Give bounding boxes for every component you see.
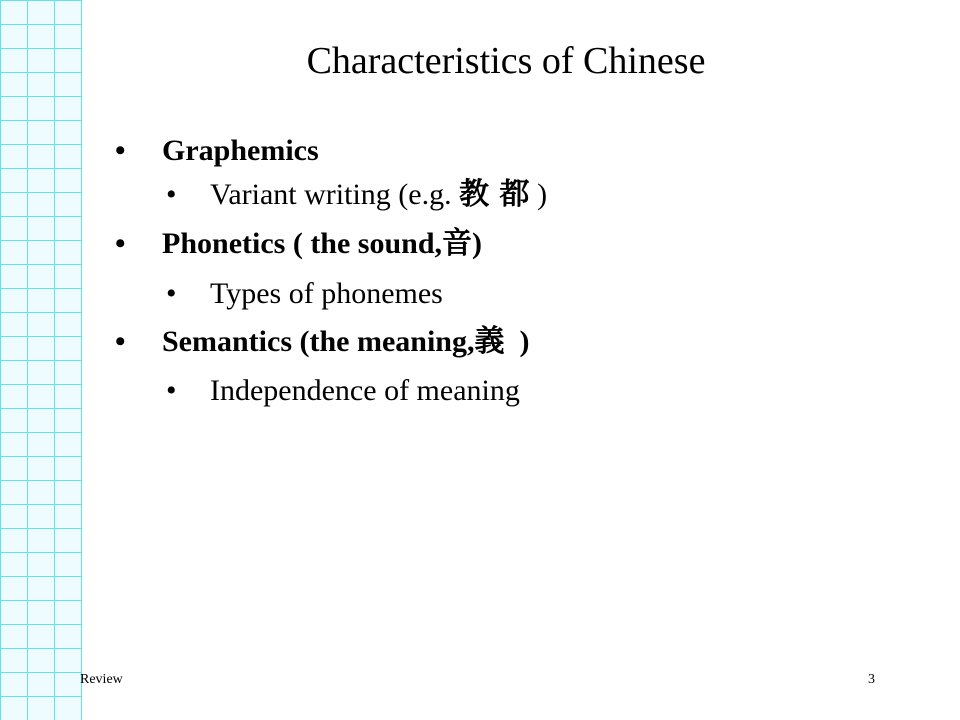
bullet-text: Semantics (the meaning,義 )	[162, 324, 530, 359]
bullet-text: Independence of meaning	[210, 374, 520, 407]
chinese-characters: 義	[474, 324, 505, 359]
chinese-characters: 音	[442, 226, 473, 261]
bullet-dot-icon: •	[166, 374, 177, 407]
bullet-text: Phonetics ( the sound,音)	[162, 226, 483, 261]
bullet-text: Types of phonemes	[210, 277, 443, 310]
chinese-characters: 教 都	[459, 177, 530, 212]
bullet-dot-icon: •	[115, 134, 126, 167]
page-number: 3	[868, 672, 875, 687]
bullet-dot-icon: •	[115, 325, 126, 358]
bullet-dot-icon: •	[166, 277, 177, 310]
footer-review-label: Review	[80, 672, 123, 687]
bullet-text: Variant writing (e.g. 教 都 )	[210, 177, 548, 212]
bullet-dot-icon: •	[115, 227, 126, 260]
slide-title: Characteristics of Chinese	[306, 40, 706, 82]
bullet-text: Graphemics	[162, 134, 319, 167]
bullet-dot-icon: •	[166, 178, 177, 211]
